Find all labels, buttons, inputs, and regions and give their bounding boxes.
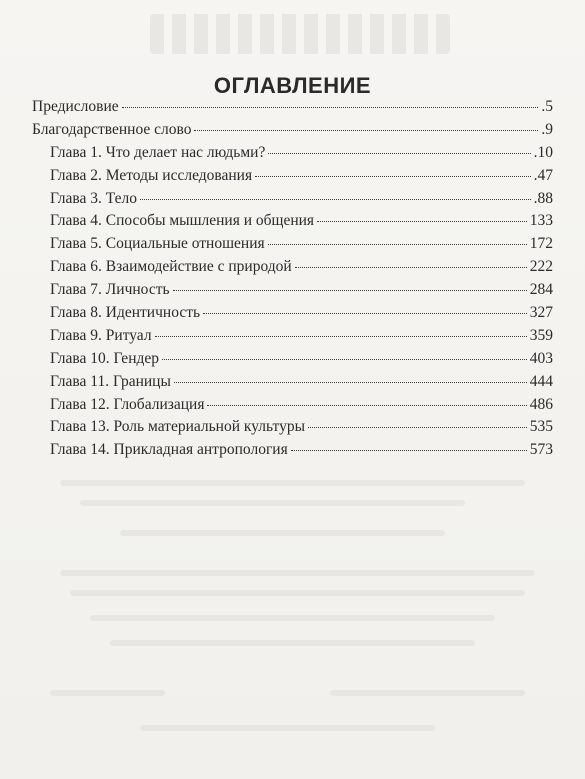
toc-entry-page-number: 486 — [529, 395, 553, 413]
toc-entry-label: Глава 5. Социальные отношения — [50, 235, 265, 253]
toc-entry — [32, 302, 553, 325]
toc-entry — [32, 210, 553, 233]
toc-entry-page-number: .5 — [541, 98, 553, 115]
toc-entry-label: Глава 12. Глобализация — [50, 395, 205, 413]
toc-entry-page-number: 284 — [529, 281, 553, 299]
toc-entry — [32, 256, 553, 279]
toc-entry-page-number: .10 — [533, 143, 553, 161]
show-through-line — [140, 725, 435, 731]
dot-leader — [203, 313, 527, 314]
toc-entry — [32, 165, 553, 188]
toc-entry — [32, 279, 553, 302]
toc-entry-page-number: 573 — [529, 441, 553, 459]
show-through-line — [120, 530, 445, 536]
show-through-line — [60, 570, 535, 576]
show-through-line — [110, 640, 475, 646]
dot-leader — [291, 450, 527, 451]
dot-leader — [207, 405, 526, 406]
show-through-line — [90, 615, 495, 621]
toc-entry-label: Глава 7. Личность — [50, 281, 170, 299]
show-through-line — [80, 500, 465, 506]
toc-entry — [32, 96, 553, 119]
dot-leader — [194, 130, 538, 131]
toc-entry-page-number: 327 — [529, 304, 553, 322]
toc-entry-label: Глава 14. Прикладная антропология — [50, 441, 288, 459]
toc-entry-page-number: 359 — [529, 326, 553, 344]
toc-entry-label: Благодарственное слово — [32, 120, 192, 138]
toc-entry — [32, 119, 553, 142]
toc-entry-label: Глава 10. Гендер — [50, 349, 159, 367]
toc-entry — [32, 188, 553, 211]
dot-leader — [255, 176, 531, 177]
show-through-line — [60, 480, 525, 486]
toc-entry — [32, 371, 553, 394]
toc-entry-page-number: 444 — [529, 372, 553, 390]
toc-entry-page-number: 403 — [529, 349, 553, 367]
toc-entry-page-number: 133 — [529, 212, 553, 230]
show-through-line — [70, 590, 525, 596]
toc-entry-page-number: .88 — [533, 189, 553, 207]
toc-entry-page-number: 172 — [529, 235, 553, 253]
toc-entry-label: Глава 9. Ритуал — [50, 326, 152, 344]
toc-entry-label: Глава 11. Границы — [50, 372, 171, 390]
dot-leader — [140, 199, 531, 200]
toc-entry-label: Глава 6. Взаимодействие с природой — [50, 258, 292, 276]
page-title: ОГЛАВЛЕНИЕ — [213, 72, 372, 98]
toc-entry-page-number: .47 — [533, 166, 553, 184]
dot-leader — [308, 427, 527, 428]
toc-entry-page-number: 222 — [529, 258, 553, 276]
dot-leader — [268, 153, 530, 154]
table-of-contents — [32, 96, 553, 462]
toc-entry — [32, 439, 553, 462]
dot-leader — [174, 382, 527, 383]
show-through-title — [150, 14, 450, 54]
toc-entry — [32, 325, 553, 348]
show-through-line — [50, 690, 165, 696]
dot-leader — [317, 221, 527, 222]
dot-leader — [122, 107, 539, 108]
dot-leader — [173, 290, 527, 291]
toc-entry-label: Глава 13. Роль материальной культуры — [50, 418, 305, 436]
toc-entry-label: Глава 8. Идентичность — [50, 304, 201, 322]
toc-entry — [32, 416, 553, 439]
dot-leader — [155, 336, 527, 337]
show-through-line — [330, 690, 525, 696]
toc-entry-label: Предисловие — [32, 98, 119, 115]
toc-entry-page-number: 535 — [529, 418, 553, 436]
toc-entry-label: Глава 2. Методы исследования — [50, 166, 253, 184]
toc-entry-label: Глава 3. Тело — [50, 189, 138, 207]
toc-entry — [32, 233, 553, 256]
dot-leader — [162, 359, 527, 360]
toc-entry-page-number: .9 — [541, 120, 553, 138]
dot-leader — [268, 244, 527, 245]
toc-entry — [32, 348, 553, 371]
toc-entry-label: Глава 4. Способы мышления и общения — [50, 212, 315, 230]
toc-entry — [32, 142, 553, 165]
toc-entry-label: Глава 1. Что делает нас людьми? — [50, 143, 266, 161]
dot-leader — [295, 267, 527, 268]
toc-entry — [32, 394, 553, 417]
